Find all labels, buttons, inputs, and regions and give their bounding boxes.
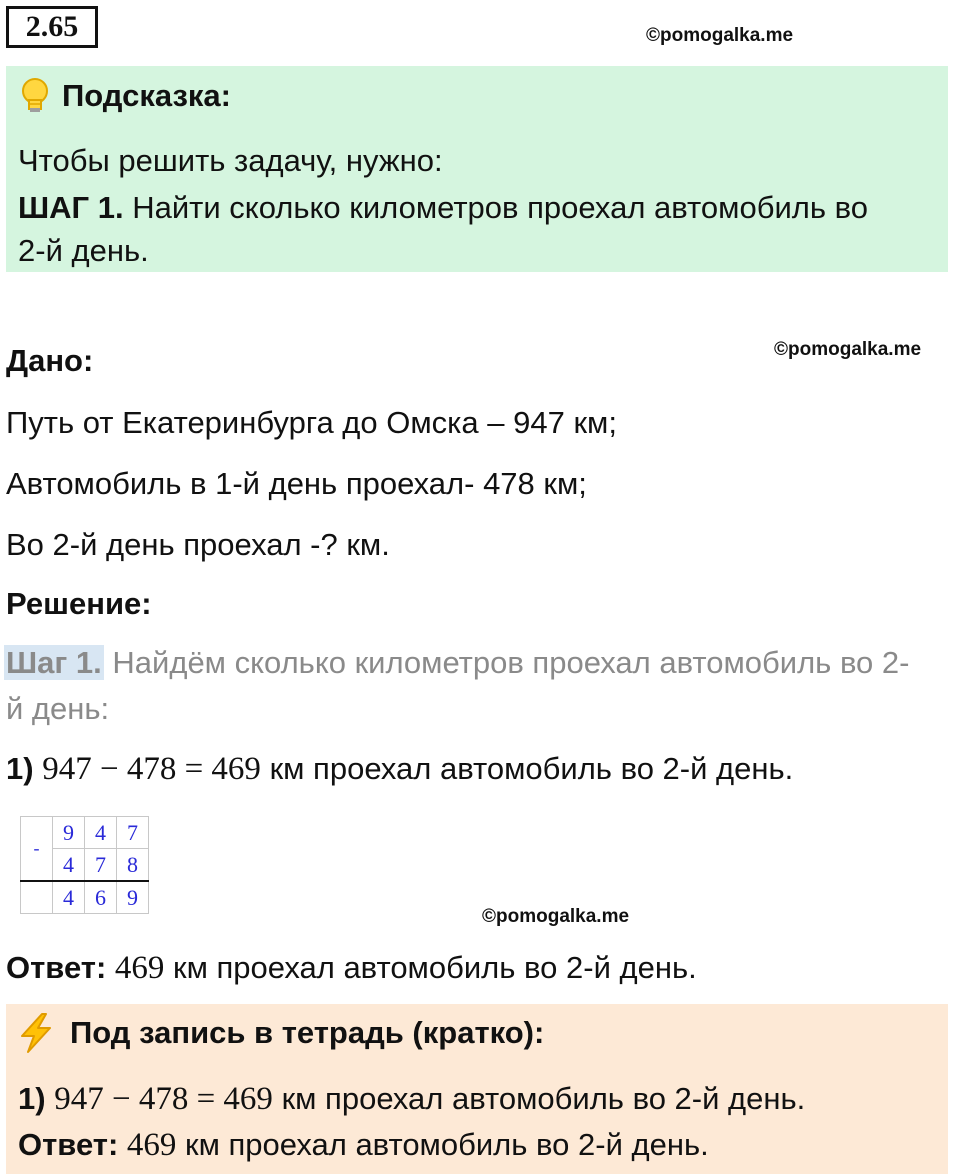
answer-value: 469 xyxy=(114,950,165,986)
watermark-top: ©pomogalka.me xyxy=(646,25,794,46)
solution-step-line1 xyxy=(4,643,909,683)
column-digit: 9 xyxy=(117,881,149,914)
notebook-equation-label: 1) xyxy=(18,1081,46,1116)
solution-step-label: Шаг 1. xyxy=(6,645,102,680)
hint-step-line1 xyxy=(18,188,868,228)
notebook-answer-line xyxy=(18,1125,709,1165)
notebook-equation-math: 947 − 478 = 469 xyxy=(54,1081,273,1117)
equation-math: 947 − 478 = 469 xyxy=(42,751,261,787)
column-digit: 8 xyxy=(117,849,149,882)
solution-step-line2: й день: xyxy=(6,691,110,726)
equation-label: 1) xyxy=(6,751,34,786)
column-digit: 7 xyxy=(117,817,149,849)
hint-step-label: ШАГ 1. xyxy=(18,190,124,225)
notebook-equation-suffix: км проехал автомобиль во 2-й день. xyxy=(281,1081,806,1116)
column-digit: 6 xyxy=(85,881,117,914)
watermark-given: ©pomogalka.me xyxy=(774,339,922,360)
column-empty-cell xyxy=(21,881,53,914)
answer-line xyxy=(6,948,697,988)
notebook-answer-text: км проехал автомобиль во 2-й день. xyxy=(185,1127,709,1162)
lightbulb-icon xyxy=(18,78,52,114)
column-digit: 7 xyxy=(85,849,117,882)
solution-step-text: Найдём сколько километров проехал автомобиль во 2- xyxy=(112,645,910,680)
solution-equation-line xyxy=(6,749,793,789)
given-line-3: Во 2-й день проехал -? км. xyxy=(6,527,390,562)
hint-step-line2: 2-й день. xyxy=(18,233,149,268)
watermark-solution: ©pomogalka.me xyxy=(482,906,630,927)
answer-text: км проехал автомобиль во 2-й день. xyxy=(173,950,697,985)
column-operator: - xyxy=(21,817,53,882)
notebook-title: Под запись в тетрадь (кратко): xyxy=(70,1015,545,1050)
answer-label: Ответ: xyxy=(6,950,107,985)
lightning-icon xyxy=(16,1012,56,1054)
column-digit: 4 xyxy=(53,849,85,882)
given-title: Дано: xyxy=(6,343,94,378)
problem-number: 2.65 xyxy=(6,6,98,48)
column-digit: 4 xyxy=(53,881,85,914)
hint-intro: Чтобы решить задачу, нужно: xyxy=(18,143,443,178)
hint-step-text: Найти сколько километров проехал автомобиль во xyxy=(132,190,868,225)
column-row-minuend xyxy=(21,817,149,849)
solution-title: Решение: xyxy=(6,586,152,621)
given-line-1: Путь от Екатеринбурга до Омска – 947 км; xyxy=(6,405,617,440)
column-digit: 9 xyxy=(53,817,85,849)
equation-suffix: км проехал автомобиль во 2-й день. xyxy=(269,751,794,786)
given-line-2: Автомобиль в 1-й день проехал- 478 км; xyxy=(6,466,587,501)
column-digit: 4 xyxy=(85,817,117,849)
hint-title: Подсказка: xyxy=(62,78,231,113)
notebook-answer-value: 469 xyxy=(126,1127,177,1163)
column-subtraction xyxy=(20,816,149,914)
notebook-equation-line xyxy=(18,1079,805,1119)
column-row-result xyxy=(21,881,149,914)
notebook-answer-label: Ответ: xyxy=(18,1127,119,1162)
